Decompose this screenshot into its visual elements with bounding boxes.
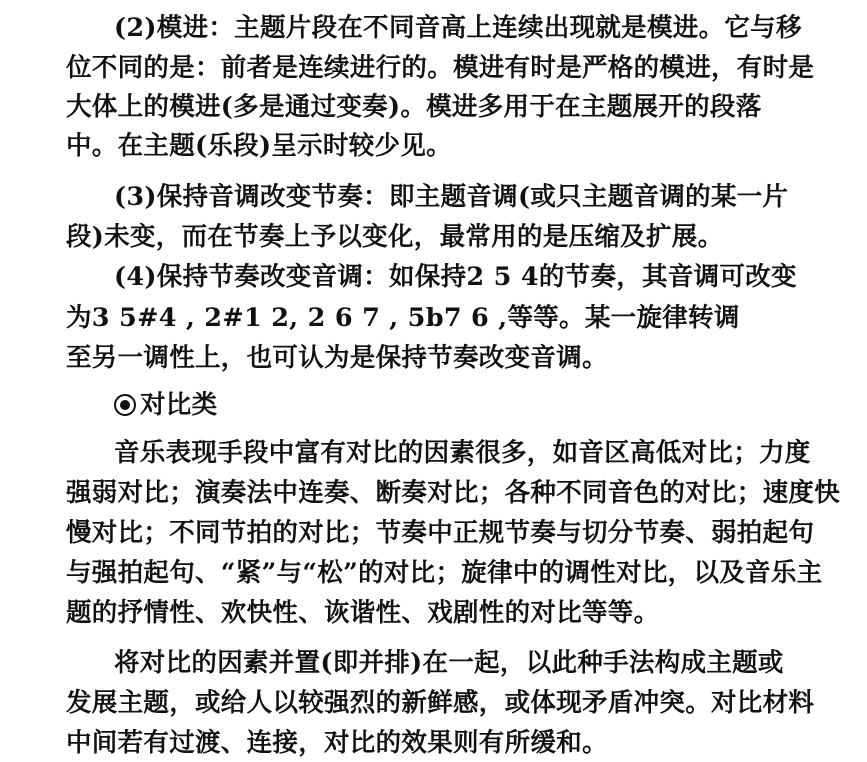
text-line-2: 位不同的是：前者是连续进行的。模进有时是严格的模进，有时是 <box>66 53 815 83</box>
text-line-7: (4)保持节奏改变音调：如保持2 5 4的节奏，其音调可改变 <box>114 262 797 292</box>
text-line-17: 发展主题，或给人以较强烈的新鲜感，或体现矛盾冲突。对比材料 <box>66 688 815 718</box>
text-line-9: 至另一调性上，也可认为是保持节奏改变音调。 <box>66 343 608 373</box>
text-line-4: 中。在主题(乐段)呈示时较少见。 <box>66 131 452 161</box>
text-line-18: 中间若有过渡、连接，对比的效果则有所缓和。 <box>66 728 608 758</box>
section-heading <box>114 386 217 424</box>
text-line-8: 为3 5#4 , 2#1 2, 2 6 7 , 5b7 6 ,等等。某一旋律转调 <box>66 303 740 333</box>
text-line-3: 大体上的模进(多是通过变奏)。模进多用于在主题展开的段落 <box>66 92 762 122</box>
text-line-6: 段)未变，而在节奏上予以变化，最常用的是压缩及扩展。 <box>66 222 724 252</box>
text-line-11: 音乐表现手段中富有对比的因素很多，如音区高低对比；力度 <box>114 438 811 468</box>
text-line-12: 强弱对比；演奏法中连奏、断奏对比；各种不同音色的对比；速度快 <box>66 478 841 508</box>
text-line-16: 将对比的因素并置(即并排)在一起，以此种手法构成主题或 <box>114 648 784 678</box>
text-line-13: 慢对比；不同节拍的对比；节奏中正规节奏与切分节奏、弱拍起句 <box>66 518 815 548</box>
text-line-5: (3)保持音调改变节奏：即主题音调(或只主题音调的某一片 <box>114 182 789 212</box>
filled-circle-bullet-icon <box>114 394 136 416</box>
text-line-15: 题的抒情性、欢快性、诙谐性、戏剧性的对比等等。 <box>66 598 660 628</box>
section-heading-text: 对比类 <box>140 390 218 420</box>
text-line-1: (2)模进：主题片段在不同音高上连续出现就是模进。它与移 <box>114 13 802 43</box>
text-line-14: 与强拍起句、“紧”与“松”的对比；旋律中的调性对比，以及音乐主 <box>66 558 823 588</box>
